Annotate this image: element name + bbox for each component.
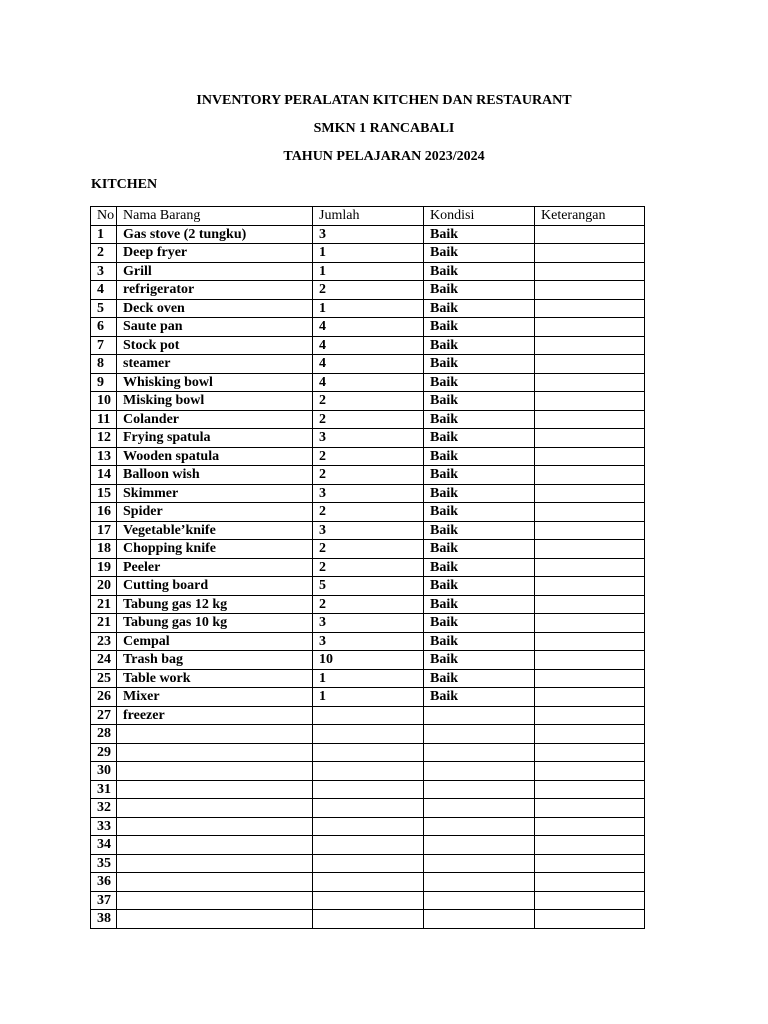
- cell-item-name: Table work: [117, 669, 313, 688]
- cell-notes: [535, 466, 645, 485]
- cell-notes: [535, 614, 645, 633]
- cell-condition: Baik: [424, 410, 535, 429]
- cell-condition: Baik: [424, 558, 535, 577]
- table-row: [91, 780, 645, 799]
- cell-no: 38: [91, 910, 117, 929]
- cell-condition: [424, 891, 535, 910]
- cell-no: 6: [91, 318, 117, 337]
- cell-quantity: 2: [313, 595, 424, 614]
- cell-notes: [535, 355, 645, 374]
- cell-no: 10: [91, 392, 117, 411]
- cell-quantity: 2: [313, 281, 424, 300]
- table-row: [91, 447, 645, 466]
- cell-no: 21: [91, 614, 117, 633]
- table-row: [91, 540, 645, 559]
- table-row: [91, 244, 645, 263]
- cell-notes: [535, 651, 645, 670]
- cell-notes: [535, 725, 645, 744]
- cell-notes: [535, 373, 645, 392]
- cell-item-name: Cutting board: [117, 577, 313, 596]
- column-header-item-name: Nama Barang: [117, 207, 313, 226]
- cell-quantity: [313, 706, 424, 725]
- cell-condition: Baik: [424, 614, 535, 633]
- cell-no: 28: [91, 725, 117, 744]
- cell-notes: [535, 854, 645, 873]
- cell-notes: [535, 244, 645, 263]
- cell-item-name: Grill: [117, 262, 313, 281]
- cell-notes: [535, 447, 645, 466]
- cell-item-name: Whisking bowl: [117, 373, 313, 392]
- cell-quantity: 1: [313, 299, 424, 318]
- cell-notes: [535, 225, 645, 244]
- cell-condition: Baik: [424, 262, 535, 281]
- cell-quantity: 1: [313, 262, 424, 281]
- cell-condition: Baik: [424, 447, 535, 466]
- cell-condition: Baik: [424, 336, 535, 355]
- cell-no: 15: [91, 484, 117, 503]
- cell-no: 4: [91, 281, 117, 300]
- cell-no: 7: [91, 336, 117, 355]
- cell-notes: [535, 762, 645, 781]
- column-header-no: No: [91, 207, 117, 226]
- cell-condition: Baik: [424, 595, 535, 614]
- cell-condition: Baik: [424, 299, 535, 318]
- cell-condition: Baik: [424, 632, 535, 651]
- cell-condition: Baik: [424, 503, 535, 522]
- cell-condition: [424, 836, 535, 855]
- cell-quantity: 3: [313, 632, 424, 651]
- cell-item-name: Misking bowl: [117, 392, 313, 411]
- cell-no: 24: [91, 651, 117, 670]
- table-row: [91, 836, 645, 855]
- cell-condition: [424, 873, 535, 892]
- cell-item-name: Tabung gas 12 kg: [117, 595, 313, 614]
- cell-quantity: [313, 854, 424, 873]
- cell-quantity: 3: [313, 484, 424, 503]
- cell-item-name: Trash bag: [117, 651, 313, 670]
- cell-no: 5: [91, 299, 117, 318]
- cell-notes: [535, 780, 645, 799]
- table-row: [91, 466, 645, 485]
- table-row: [91, 910, 645, 929]
- cell-item-name: Colander: [117, 410, 313, 429]
- cell-item-name: Balloon wish: [117, 466, 313, 485]
- cell-item-name: Mixer: [117, 688, 313, 707]
- cell-condition: Baik: [424, 466, 535, 485]
- cell-quantity: [313, 762, 424, 781]
- cell-quantity: 1: [313, 244, 424, 263]
- table-row: [91, 281, 645, 300]
- cell-notes: [535, 281, 645, 300]
- cell-item-name: Deck oven: [117, 299, 313, 318]
- cell-item-name: steamer: [117, 355, 313, 374]
- table-row: [91, 651, 645, 670]
- cell-notes: [535, 318, 645, 337]
- cell-quantity: [313, 891, 424, 910]
- table-row: [91, 262, 645, 281]
- cell-condition: Baik: [424, 225, 535, 244]
- cell-no: 14: [91, 466, 117, 485]
- cell-notes: [535, 688, 645, 707]
- cell-quantity: 4: [313, 318, 424, 337]
- column-header-notes: Keterangan: [535, 207, 645, 226]
- inventory-table: [90, 206, 645, 929]
- cell-notes: [535, 262, 645, 281]
- cell-condition: Baik: [424, 669, 535, 688]
- cell-condition: Baik: [424, 318, 535, 337]
- cell-condition: Baik: [424, 577, 535, 596]
- cell-quantity: 3: [313, 521, 424, 540]
- cell-no: 30: [91, 762, 117, 781]
- table-row: [91, 558, 645, 577]
- cell-condition: Baik: [424, 521, 535, 540]
- cell-notes: [535, 817, 645, 836]
- cell-notes: [535, 540, 645, 559]
- cell-item-name: [117, 743, 313, 762]
- cell-item-name: [117, 725, 313, 744]
- cell-condition: [424, 762, 535, 781]
- academic-year: TAHUN PELAJARAN 2023/2024: [283, 149, 485, 164]
- cell-notes: [535, 521, 645, 540]
- table-row: [91, 891, 645, 910]
- cell-quantity: 10: [313, 651, 424, 670]
- cell-condition: [424, 780, 535, 799]
- cell-item-name: Saute pan: [117, 318, 313, 337]
- cell-condition: Baik: [424, 688, 535, 707]
- cell-notes: [535, 336, 645, 355]
- cell-quantity: 4: [313, 336, 424, 355]
- cell-quantity: 5: [313, 577, 424, 596]
- cell-item-name: Spider: [117, 503, 313, 522]
- cell-quantity: 3: [313, 225, 424, 244]
- cell-condition: Baik: [424, 651, 535, 670]
- cell-item-name: Stock pot: [117, 336, 313, 355]
- cell-quantity: 2: [313, 392, 424, 411]
- cell-condition: [424, 799, 535, 818]
- cell-condition: Baik: [424, 281, 535, 300]
- cell-quantity: [313, 743, 424, 762]
- cell-item-name: Gas stove (2 tungku): [117, 225, 313, 244]
- cell-quantity: 2: [313, 540, 424, 559]
- cell-no: 16: [91, 503, 117, 522]
- cell-no: 19: [91, 558, 117, 577]
- cell-quantity: [313, 836, 424, 855]
- cell-notes: [535, 429, 645, 448]
- cell-item-name: [117, 780, 313, 799]
- cell-notes: [535, 873, 645, 892]
- cell-item-name: Peeler: [117, 558, 313, 577]
- column-header-quantity: Jumlah: [313, 207, 424, 226]
- cell-no: 1: [91, 225, 117, 244]
- cell-notes: [535, 577, 645, 596]
- cell-no: 25: [91, 669, 117, 688]
- cell-notes: [535, 891, 645, 910]
- cell-condition: [424, 854, 535, 873]
- cell-quantity: [313, 780, 424, 799]
- cell-notes: [535, 392, 645, 411]
- cell-no: 33: [91, 817, 117, 836]
- cell-item-name: [117, 836, 313, 855]
- cell-quantity: [313, 817, 424, 836]
- cell-item-name: Cempal: [117, 632, 313, 651]
- cell-quantity: 4: [313, 355, 424, 374]
- cell-no: 26: [91, 688, 117, 707]
- cell-quantity: 1: [313, 688, 424, 707]
- cell-condition: Baik: [424, 540, 535, 559]
- cell-no: 29: [91, 743, 117, 762]
- table-row: [91, 225, 645, 244]
- cell-condition: Baik: [424, 373, 535, 392]
- cell-notes: [535, 743, 645, 762]
- table-row: [91, 299, 645, 318]
- cell-condition: Baik: [424, 484, 535, 503]
- cell-no: 13: [91, 447, 117, 466]
- cell-item-name: Deep fryer: [117, 244, 313, 263]
- table-row: [91, 688, 645, 707]
- cell-item-name: Skimmer: [117, 484, 313, 503]
- cell-condition: Baik: [424, 244, 535, 263]
- cell-notes: [535, 799, 645, 818]
- cell-item-name: refrigerator: [117, 281, 313, 300]
- table-row: [91, 484, 645, 503]
- cell-notes: [535, 836, 645, 855]
- cell-notes: [535, 410, 645, 429]
- table-row: [91, 873, 645, 892]
- cell-item-name: [117, 799, 313, 818]
- cell-no: 37: [91, 891, 117, 910]
- cell-no: 17: [91, 521, 117, 540]
- table-row: [91, 614, 645, 633]
- table-body: [91, 225, 645, 928]
- cell-condition: [424, 743, 535, 762]
- cell-no: 32: [91, 799, 117, 818]
- table-row: [91, 521, 645, 540]
- cell-notes: [535, 558, 645, 577]
- table-row: [91, 392, 645, 411]
- cell-item-name: Tabung gas 10 kg: [117, 614, 313, 633]
- table-header-row: [91, 207, 645, 226]
- cell-no: 23: [91, 632, 117, 651]
- cell-quantity: 2: [313, 466, 424, 485]
- cell-no: 35: [91, 854, 117, 873]
- cell-quantity: 1: [313, 669, 424, 688]
- table-row: [91, 854, 645, 873]
- cell-quantity: 3: [313, 614, 424, 633]
- cell-quantity: 2: [313, 410, 424, 429]
- table-row: [91, 743, 645, 762]
- cell-condition: [424, 910, 535, 929]
- cell-quantity: 2: [313, 558, 424, 577]
- cell-notes: [535, 299, 645, 318]
- cell-condition: Baik: [424, 429, 535, 448]
- table-row: [91, 503, 645, 522]
- cell-no: 34: [91, 836, 117, 855]
- cell-item-name: [117, 910, 313, 929]
- table-row: [91, 762, 645, 781]
- table-row: [91, 355, 645, 374]
- cell-notes: [535, 632, 645, 651]
- cell-condition: Baik: [424, 392, 535, 411]
- cell-notes: [535, 669, 645, 688]
- table-row: [91, 706, 645, 725]
- cell-item-name: Vegetable’knife: [117, 521, 313, 540]
- table-row: [91, 725, 645, 744]
- table-row: [91, 373, 645, 392]
- cell-item-name: Wooden spatula: [117, 447, 313, 466]
- table-row: [91, 669, 645, 688]
- table-row: [91, 336, 645, 355]
- cell-no: 12: [91, 429, 117, 448]
- column-header-condition: Kondisi: [424, 207, 535, 226]
- cell-notes: [535, 503, 645, 522]
- cell-no: 9: [91, 373, 117, 392]
- cell-item-name: [117, 891, 313, 910]
- cell-notes: [535, 706, 645, 725]
- table-row: [91, 577, 645, 596]
- cell-no: 11: [91, 410, 117, 429]
- school-name: SMKN 1 RANCABALI: [313, 121, 455, 136]
- table-row: [91, 410, 645, 429]
- cell-no: 27: [91, 706, 117, 725]
- cell-item-name: [117, 762, 313, 781]
- cell-condition: [424, 725, 535, 744]
- cell-no: 2: [91, 244, 117, 263]
- cell-condition: [424, 817, 535, 836]
- cell-no: 3: [91, 262, 117, 281]
- section-label-kitchen: KITCHEN: [91, 177, 158, 192]
- table-row: [91, 799, 645, 818]
- cell-quantity: 2: [313, 503, 424, 522]
- cell-quantity: [313, 799, 424, 818]
- cell-quantity: [313, 910, 424, 929]
- cell-quantity: 3: [313, 429, 424, 448]
- cell-notes: [535, 484, 645, 503]
- table-row: [91, 429, 645, 448]
- cell-no: 8: [91, 355, 117, 374]
- cell-condition: [424, 706, 535, 725]
- cell-condition: Baik: [424, 355, 535, 374]
- table-row: [91, 632, 645, 651]
- cell-quantity: [313, 873, 424, 892]
- cell-notes: [535, 595, 645, 614]
- cell-item-name: Chopping knife: [117, 540, 313, 559]
- cell-item-name: [117, 873, 313, 892]
- cell-no: 21: [91, 595, 117, 614]
- cell-item-name: [117, 854, 313, 873]
- table-row: [91, 595, 645, 614]
- cell-no: 20: [91, 577, 117, 596]
- cell-no: 36: [91, 873, 117, 892]
- cell-item-name: Frying spatula: [117, 429, 313, 448]
- cell-item-name: [117, 817, 313, 836]
- cell-no: 31: [91, 780, 117, 799]
- cell-item-name: freezer: [117, 706, 313, 725]
- cell-no: 18: [91, 540, 117, 559]
- table-row: [91, 817, 645, 836]
- cell-quantity: 4: [313, 373, 424, 392]
- cell-quantity: [313, 725, 424, 744]
- document-title: INVENTORY PERALATAN KITCHEN DAN RESTAURANT: [196, 93, 572, 108]
- cell-quantity: 2: [313, 447, 424, 466]
- table-row: [91, 318, 645, 337]
- cell-notes: [535, 910, 645, 929]
